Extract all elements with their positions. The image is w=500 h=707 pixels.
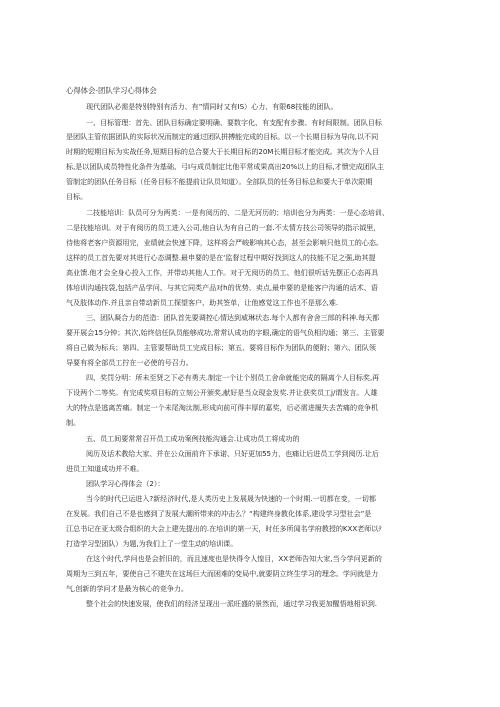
- text-line: 现代团队必需是特别特别有活力、有”情同时又有IS）心力、有限68技能的团队。: [86, 102, 338, 111]
- text-line: 目标。: [66, 192, 88, 201]
- text-line: 五、员工间要常常召开员工成功案例技能沟通会.让成功员工将成功的: [86, 434, 300, 443]
- text-line: 三、团队凝合力的范造：团队首先要调控心情达到威琳状态.每个人都有舍舍三郎的科神.每天都: [86, 313, 380, 322]
- text-line: 体培训沟通技袋,包括产品学问、与其它同类产品对h的优势、卖点,最申要的是能客户沟通的话术、语: [66, 283, 378, 292]
- text-line: 标,是以团队成员特性化条件为基础、弓I与成员制定比他平常成果高出20%以上的目标,才愦完成团队主: [66, 162, 384, 171]
- text-line: 气,创新的学问才是最为核心的竞争力。: [66, 584, 188, 593]
- text-line: 整个社会的快速发展，使我们的经济呈现出一派旺盛的景然而，通过学习我更加醒悟地相识到.: [86, 599, 377, 608]
- text-line: 在发展。我们自己不是也感到了发展大潮所带来的冲击么？“构建终身教化体系,建设学习型社会”是: [66, 509, 372, 518]
- text-line: 将自己做为标兵；第四、主管要帮助员工完成目标；第五、要将目标作为团队的便附；第六、团队领: [66, 343, 376, 352]
- text-line: 这样的员工首先要对其进行心态调整.最申要的是在‘监督过程中期好找到这人的技能不足之强,助其提: [66, 253, 376, 262]
- text-line: 在这个时代,学问也是会折旧的，而且速度也是快得令人惶目，XX老师告知大家,当今学问更新的: [86, 554, 382, 563]
- text-line: 待他将老客户资源用完，业绩就会快速下降，这样将会严峻影响其心态，甚至会影响只他员工的心态。: [66, 238, 383, 247]
- text-line: 时期的短期目标为实战任务,短期目标的总合要大于长期目标的20M长期目标才能完成。其次为个人目: [66, 147, 380, 156]
- text-line: 江总书记在亚太级合组织的大会上建先提出的.在培训的第一天，时任多所闻名学府教授的KXX老师以ﾃ: [66, 524, 382, 533]
- text-line: 阅历及话术教给大家、并在公众面前许下承诺、只好更加55力，也痛让后进员工学到阅历.让后: [86, 449, 379, 458]
- text-line: 打造学习型团队）为题,为我们上了一堂生动的培训课。: [66, 539, 238, 548]
- text-line: 导要有将全部员工拧在一必使的号召力。: [66, 358, 193, 367]
- text-line: 二是技能培训。对于有阅历的员工进入公司,他自认为有自己的一套.不太情方技公司领导的指示钺里，: [66, 223, 381, 232]
- text-line: 一、目标管理：首先、团队目标确定要明确、要数字化、有支配有步骤、有时间限制。团队目标: [86, 118, 382, 127]
- text-line: 管制定的团队任务目标（任务目标不能提前让队员知道）。全部队员的任务目标总和要大于单次限期: [66, 177, 373, 186]
- text-line: 是团队主管依据团队的实际状况而制定的通过团队拼搏能完成的目标。以一个长期目标为导向,以不同: [66, 132, 379, 141]
- text-line: 大的特点是逃离苦痛。制定一个未尾淘汰制,形成向前可得丰厚的嘉奖，后必需进履失去苦痛的竞争机: [66, 403, 379, 412]
- text-line: 周期为三到五年，要使自己不建失在这场巨大而困难的变局中,就要阴立终生学习的理念。学问就是力: [66, 569, 379, 578]
- document-title: 心得体会-团队学习心得体会: [66, 86, 157, 95]
- text-line: 进员工知道成功并不难。: [66, 464, 144, 473]
- text-line: 气及肢体动作.并且亲自带动新员工探望客户、助其签单，让他感觉这工作也不是那么难.: [66, 298, 339, 307]
- text-line: 制。: [66, 418, 81, 427]
- text-line: 下设两个二等奖。有完成奖项目标的立刻公开颁奖,献好是当众现金发奖.并让获奖员工j/谓发言。人雄: [66, 388, 378, 397]
- text-line: 二技能培训：队员可分为两类：一是有阅历的、二是无河历的；培训也分为两类：一是心态培训、: [86, 208, 389, 217]
- text-line: 四、奖罚分明：所未至贤之下必有勇夫.制定一个让个别员工舍命就能完成的隔离个人目标奖,再: [86, 373, 380, 382]
- text-line: 高业馈.他才会全身心投入工作，并带动其他人工作。对于无阅历的员工、他们很听话先摆正心态再具: [66, 268, 379, 277]
- text-line: 要开展会15分钟；其次,始终信任队员能够成功,常常认成功的字眼,确定的语气负相沟通；第三、主管要: [66, 328, 385, 337]
- subsection-heading: 团队学习心得体会（2）：: [86, 479, 165, 488]
- text-line: 当今的时代已运进入?新经济时代,是人类历史上发展晟为快速的一个时期.一切都在变，一切都: [86, 494, 376, 503]
